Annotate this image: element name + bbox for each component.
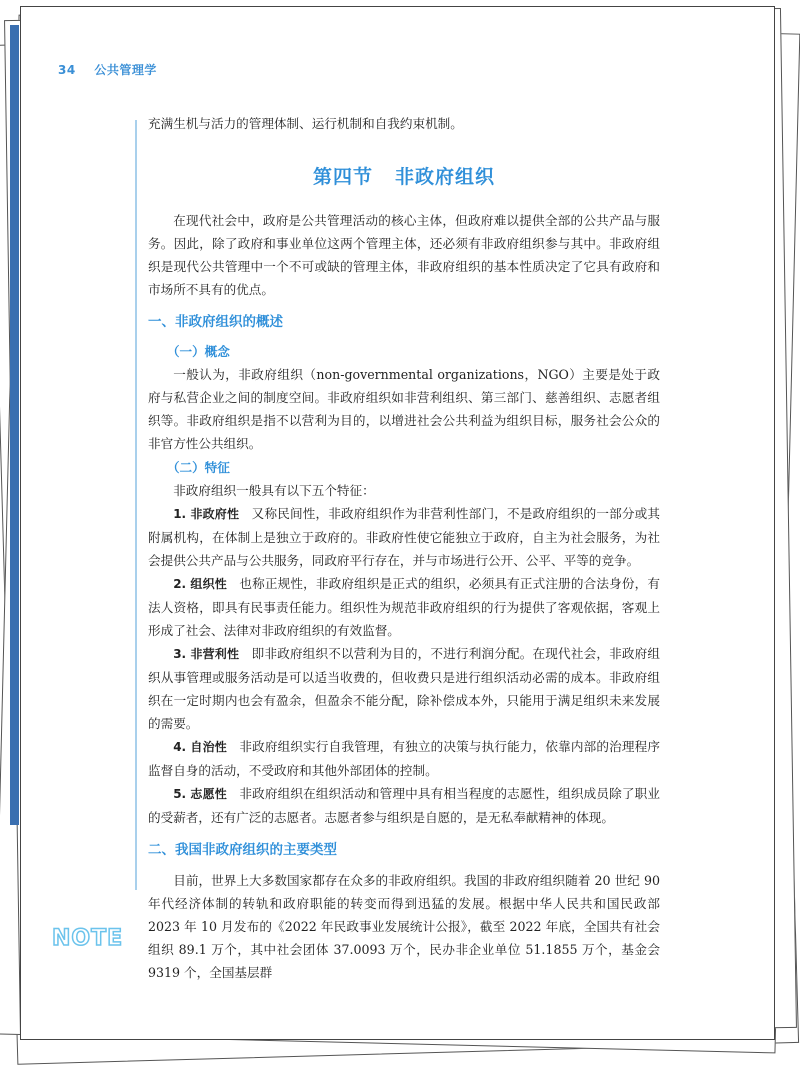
feature-term: 2. 组织性 <box>173 577 227 591</box>
feature-term: 1. 非政府性 <box>173 507 240 521</box>
feature-item <box>148 502 660 572</box>
feature-item <box>148 735 660 782</box>
section-title-text: 非政府组织 <box>395 166 496 188</box>
section-title-number: 第四节 <box>312 166 373 188</box>
feature-term: 3. 非营利性 <box>173 647 240 661</box>
book-spine-edge <box>10 25 19 825</box>
subheading-features: （二）特征 <box>166 460 230 475</box>
note-label: NOTE <box>52 926 124 951</box>
page-header <box>58 61 157 78</box>
book-title: 公共管理学 <box>94 63 157 77</box>
intro-paragraph: 在现代社会中，政府是公共管理活动的核心主体，但政府难以提供全部的公共产品与服务。因此，除了政府和事业单位这两个管理主体，还必须有非政府组织参与其中。非政府组织是现代公共管理中一个不可或缺的管理主体，非政府组织的基本性质决定了它具有政府和市场所不具有的优点。 <box>148 213 660 297</box>
section-title <box>148 165 660 189</box>
page-content <box>148 112 660 984</box>
feature-term: 5. 志愿性 <box>173 787 227 801</box>
features-intro: 非政府组织一般具有以下五个特征： <box>173 483 375 498</box>
types-paragraph: 目前，世界上大多数国家都存在众多的非政府组织。我国的非政府组织随着 20 世纪 90 年代经济体制的转轨和政府职能的转变而得到迅猛的发展。根据中华人民共和国民政部 2023 年 10 月发布的《2022 年民政事业发展统计公报》，截至 2022 年底，全国共有社会组织 89.1 万个，其中社会团体 37.0093 万个，民办非企业单位 51.1855 万个，基金会 9319 个，全国基层群 <box>148 873 660 980</box>
feature-item <box>148 572 660 642</box>
feature-item <box>148 642 660 735</box>
feature-text: 非政府组织在组织活动和管理中具有相当程度的志愿性，组织成员除了职业的受薪者，还有广泛的志愿者。志愿者参与组织是自愿的，是无私奉献精神的体现。 <box>148 786 660 825</box>
subheading-concept: （一）概念 <box>166 344 230 359</box>
feature-text: 非政府组织实行自我管理，有独立的决策与执行能力，依靠内部的治理程序监督自身的活动，不受政府和其他外部团体的控制。 <box>148 739 660 778</box>
feature-text: 又称民间性，非政府组织作为非营利性部门，不是政府组织的一部分或其附属机构，在体制上是独立于政府的。非政府性使它能独立于政府，自主为社会服务，为社会提供公共产品与公共服务，同政府平行存在，并与市场进行公开、公平、平等的竞争。 <box>148 506 660 568</box>
lead-paragraph: 充满生机与活力的管理体制、运行机制和自我约束机制。 <box>148 116 463 131</box>
feature-term: 4. 自治性 <box>173 740 227 754</box>
concept-paragraph: 一般认为，非政府组织（non-governmental organizations，NGO）主要是处于政府与私营企业之间的制度空间。非政府组织如非营利组织、第三部门、慈善组织、志愿者组织等。非政府组织是指不以营利为目的，以增进社会公共利益为组织目标，服务社会公众的非官方性公共组织。 <box>148 367 660 451</box>
margin-rule <box>135 120 137 890</box>
heading-types: 二、我国非政府组织的主要类型 <box>148 842 337 858</box>
feature-text: 也称正规性，非政府组织是正式的组织，必须具有正式注册的合法身份，有法人资格，即具有民事责任能力。组织性为规范非政府组织的行为提供了客观依据，客观上形成了社会、法律对非政府组织的有效监督。 <box>148 576 660 638</box>
page-number: 34 <box>58 63 76 77</box>
feature-item <box>148 782 660 829</box>
heading-overview: 一、非政府组织的概述 <box>148 314 283 330</box>
feature-text: 即非政府组织不以营利为目的，不进行利润分配。在现代社会，非政府组织从事管理或服务活动是可以适当收费的，但收费只是进行组织活动必需的成本。非政府组织在一定时期内也会有盈余，但盈余不能分配，除补偿成本外，只能用于满足组织未来发展的需要。 <box>148 646 660 731</box>
